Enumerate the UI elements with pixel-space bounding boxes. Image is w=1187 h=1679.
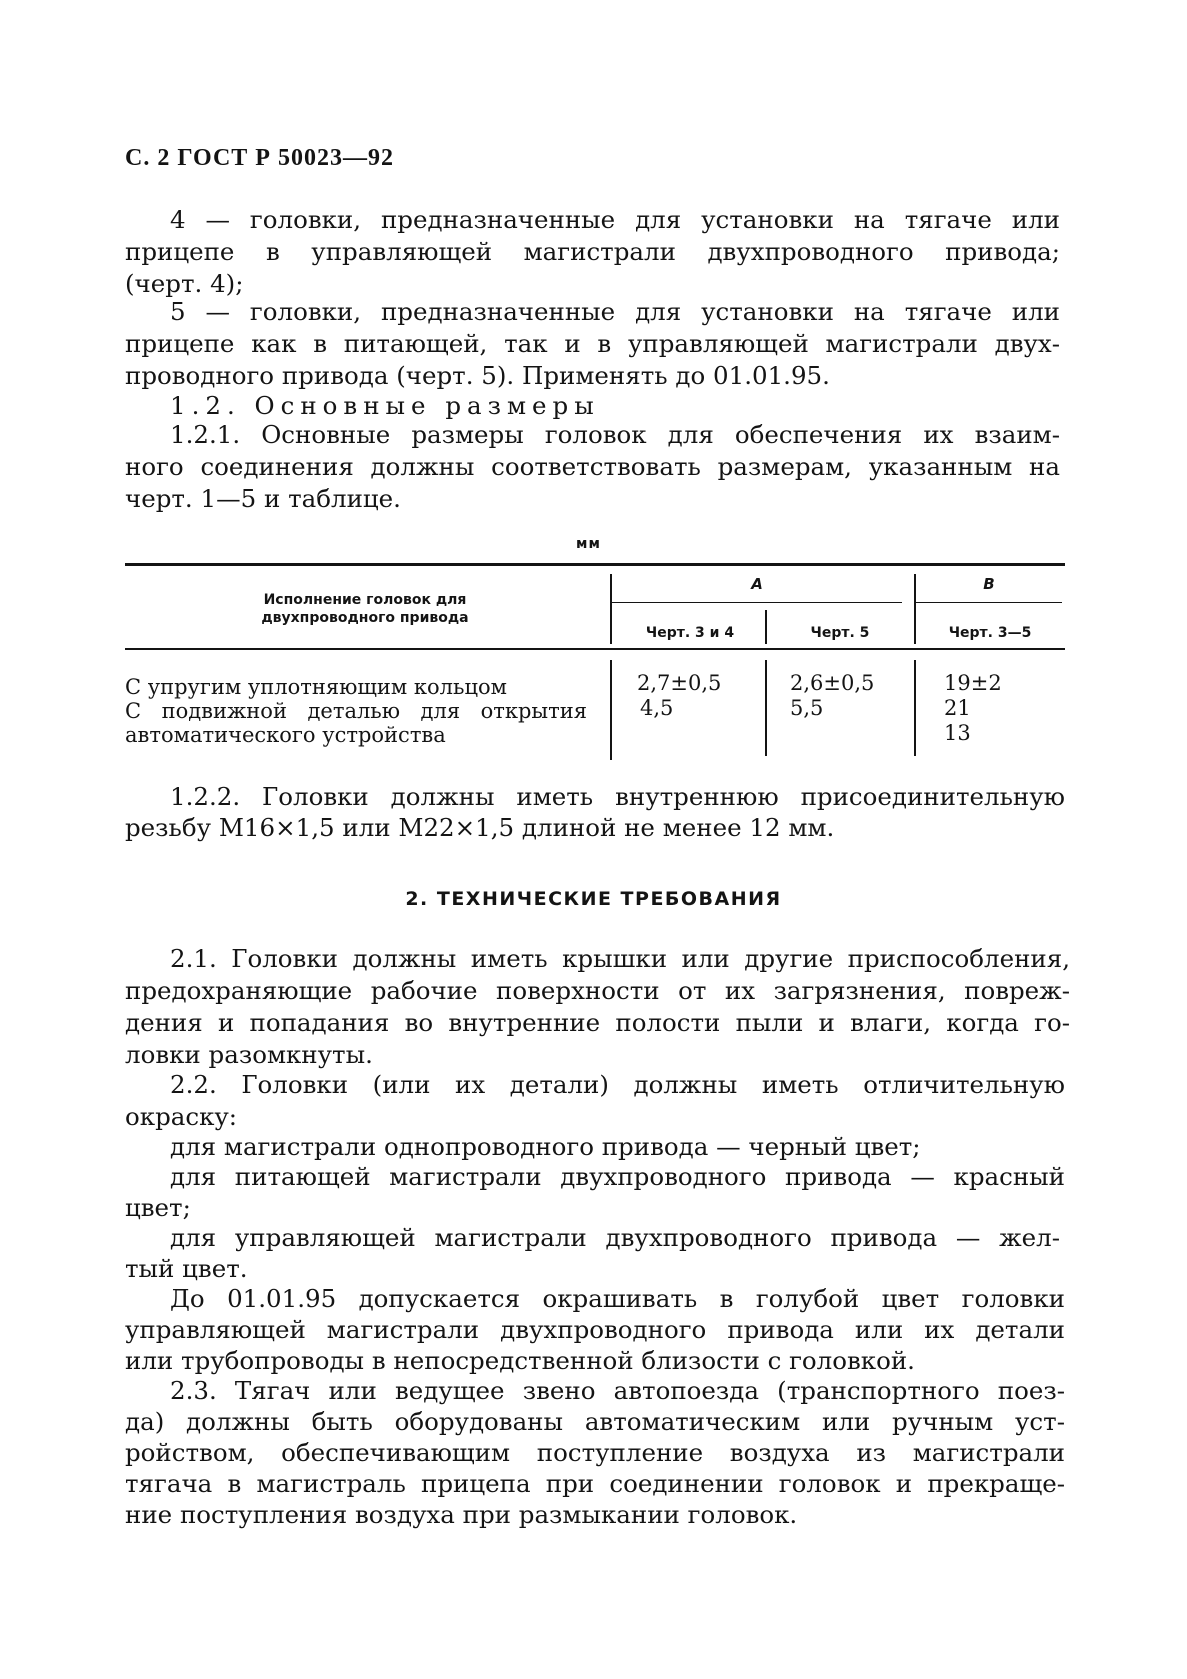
text-line: черт. 1—5 и таблице. [125,484,401,513]
table-body-vertical-rule [914,660,916,756]
text-line: 5 — головки, предназначенные для установки на тягаче или [170,297,1060,326]
table-cell-variant: С подвижной деталью для открытия [125,699,587,723]
text-line: окраску: [125,1102,238,1131]
table-subheader-b: Черт. 3—5 [948,625,1032,641]
text-line: 4 — головки, предназначенные для установки на тягаче или [170,205,1060,234]
table-header-a: A [751,575,763,593]
text-line: 1.2.2. Головки должны иметь внутреннюю присоединительную [170,782,1065,811]
table-header-cell: Исполнение головок для [263,592,467,608]
text-line: резьбу М16×1,5 или М22×1,5 длиной не менее 12 мм. [125,813,835,842]
table-cell-b: 19±2 [944,671,1002,695]
table-subheader-a2: Черт. 5 [810,625,870,641]
table-cell-b: 13 [944,721,971,745]
text-line: (черт. 4); [125,269,244,298]
text-line: для управляющей магистрали двухпроводного привода — жел- [170,1223,1060,1252]
table-cell-variant: С упругим уплотняющим кольцом [125,675,507,699]
text-line: тягача в магистраль прицепа при соединении головок и прекраще- [125,1469,1065,1498]
table-cell-a1: 2,7±0,5 [637,671,722,695]
text-line: тый цвет. [125,1254,248,1283]
text-line: прицепе как в питающей, так и в управляющей магистрали двух- [125,329,1060,358]
table-header-bottom-rule [125,648,1065,650]
text-line: 2.2. Головки (или их детали) должны иметь отличительную [170,1070,1065,1099]
table-cell-b: 21 [944,696,971,720]
subsection-heading: 1.2. Основные размеры [170,391,600,420]
text-line: для магистрали однопроводного привода — черный цвет; [170,1132,921,1161]
text-line: До 01.01.95 допускается окрашивать в голубой цвет головки [170,1284,1065,1313]
table-cell-variant: автоматического устройства [125,723,446,747]
text-line: предохраняющие рабочие поверхности от их загрязнения, повреж- [125,976,1070,1005]
table-units: мм [576,536,601,552]
table-subheader-rule [916,602,1062,603]
section-title: 2. ТЕХНИЧЕСКИЕ ТРЕБОВАНИЯ [405,888,782,910]
table-vertical-rule [765,610,767,644]
text-line: управляющей магистрали двухпроводного привода или их детали [125,1315,1065,1344]
table-subheader-rule [612,602,902,603]
text-line: 2.3. Тягач или ведущее звено автопоезда (транспортного поез- [170,1376,1065,1405]
page-header: С. 2 ГОСТ Р 50023—92 [125,145,394,171]
table-body-vertical-rule [765,660,767,756]
text-line: ние поступления воздуха при размыкании головок. [125,1500,798,1529]
text-line: ловки разомкнуты. [125,1040,373,1069]
text-line: цвет; [125,1193,191,1222]
text-line: дения и попадания во внутренние полости пыли и влаги, когда го- [125,1008,1070,1037]
text-line: для питающей магистрали двухпроводного привода — красный [170,1162,1065,1191]
table-top-rule [125,563,1065,566]
text-line: ройством, обеспечивающим поступление воздуха из магистрали [125,1438,1065,1467]
table-subheader-a1: Черт. 3 и 4 [645,625,735,641]
table-header-b: B [983,575,995,593]
text-line: да) должны быть оборудованы автоматическим или ручным уст- [125,1407,1065,1436]
table-body-vertical-rule [610,660,612,760]
text-line: 1.2.1. Основные размеры головок для обеспечения их взаим- [170,420,1060,449]
text-line: прицепе в управляющей магистрали двухпроводного привода; [125,237,1060,266]
table-cell-a2: 5,5 [790,696,824,720]
text-line: проводного привода (черт. 5). Применять до 01.01.95. [125,361,830,390]
text-line: 2.1. Головки должны иметь крышки или другие приспособления, [170,944,1070,973]
table-cell-a2: 2,6±0,5 [790,671,875,695]
text-line: ного соединения должны соответствовать размерам, указанным на [125,452,1060,481]
table-header-cell: двухпроводного привода [261,610,469,626]
table-cell-a1: 4,5 [640,696,674,720]
text-line: или трубопроводы в непосредственной близости с головкой. [125,1346,915,1375]
